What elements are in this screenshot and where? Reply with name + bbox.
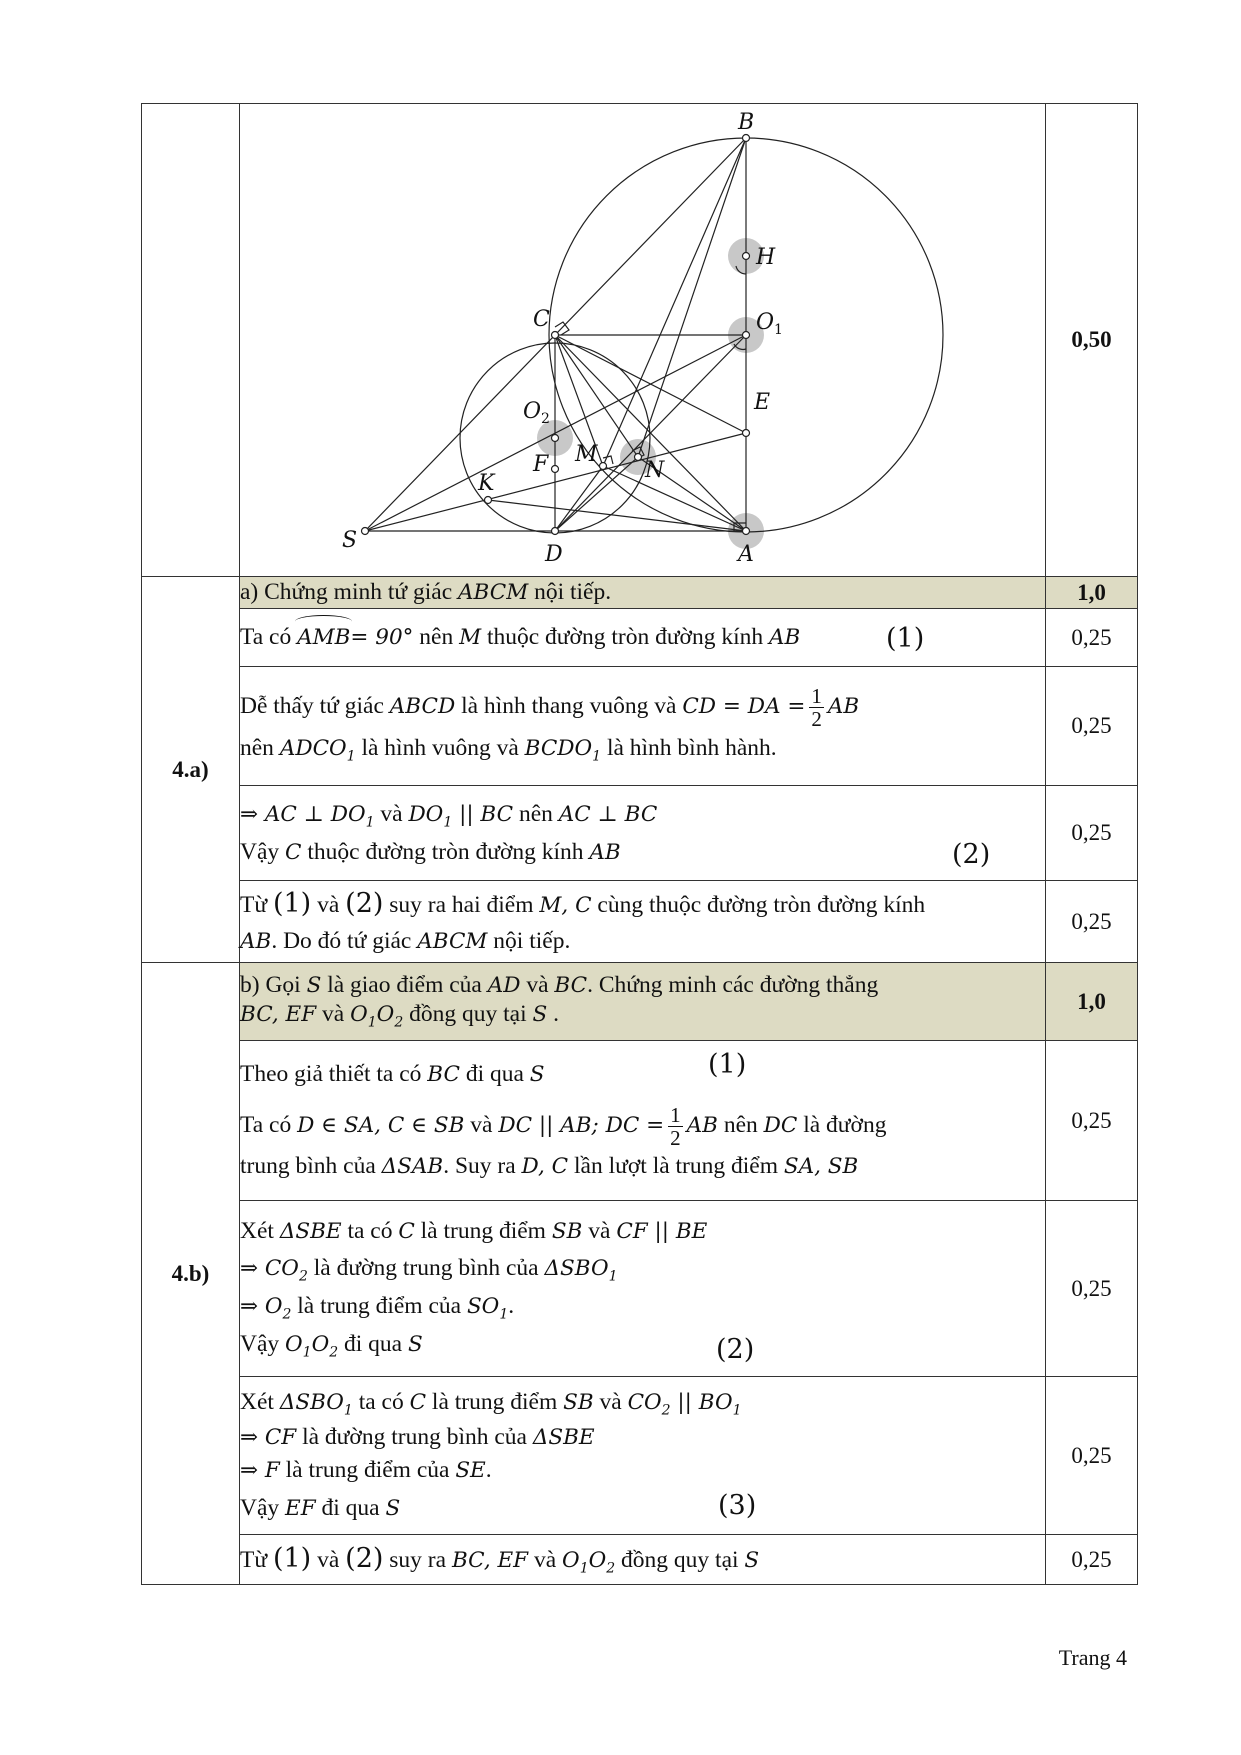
row-label-4a: 4.a) [142,577,240,963]
figure-cell [240,104,1046,577]
geometry-figure [240,104,1046,576]
label-c: C [533,307,550,332]
label-a: A [738,542,754,567]
points: 0,25 [1046,786,1138,881]
points: 0,50 [1046,104,1138,577]
part-a-title: a) Chứng minh tứ giác ABCM nội tiếp. [240,577,1046,609]
part-b-header-row [142,963,1138,1041]
label-d: D [545,542,563,567]
points: 0,25 [1046,1041,1138,1201]
points: 0,25 [1046,1377,1138,1535]
label-m: M [575,442,598,467]
part-b-row-4: Từ (1) và (2) suy ra BC, EF và $O_1O_2$ đồng quy tại S 0,25 [142,1535,1138,1585]
label-e: E [754,390,771,415]
solution-table [141,103,1138,1585]
part-a-row-4: Từ (1) và (2) suy ra hai điểm M, C cùng thuộc đường tròn đường kính AB. Do đó tứ giác ABCM nội tiếp. 0,25 [142,881,1138,963]
part-b-title: b) Gọi S là giao điểm của AD và BC. Chứng minh các đường thẳng BC, EF và $O_1O_2$ đồng quy tại S . [240,963,1046,1041]
points: 1,0 [1046,963,1138,1041]
points: 0,25 [1046,1201,1138,1377]
part-a-row-1: Ta có AMB= 90° nên M thuộc đường tròn đường kính AB (1) 0,25 [142,609,1138,667]
part-b-row-3: Xét $\Delta SBO_1$ ta có C là trung điểm SB và $CO_2$ || $BO_1$ ⇒ CF là đường trung bình của ΔSBE ⇒ F là trung điểm của SE. Vậy EF đi qua S (3) 0,25 [142,1377,1138,1535]
part-a-header-row [142,577,1138,609]
points: 0,25 [1046,667,1138,786]
part-b-row-2: Xét ΔSBE ta có C là trung điểm SB và CF || BE ⇒ $CO_2$ là đường trung bình của $\Delta SBO_1$ ⇒ $O_2$ là trung điểm của $SO_1$. Vậy $O_1O_2$ đi qua S (2) 0,25 [142,1201,1138,1377]
label-o1: $O_1$ [756,310,783,338]
points: 0,25 [1046,881,1138,963]
label-o2: $O_2$ [523,399,550,427]
part-a-row-2: Dễ thấy tứ giác ABCD là hình thang vuông và CD = DA = $\frac{1}{2}$ AB nên $ADCO_1$ là hình vuông và $BCDO_1$ là hình bình hành. 0,25 [142,667,1138,786]
label-h: H [756,245,776,270]
part-a-row-3: ⇒ AC ⊥ $DO_1$ và $DO_1$ || BC nên AC ⊥ BC Vậy C thuộc đường tròn đường kính AB (2) 0,25 [142,786,1138,881]
label-f: F [533,452,549,477]
points: 0,25 [1046,1535,1138,1585]
points: 1,0 [1046,577,1138,609]
label-k: K [478,471,495,496]
figure-row [142,104,1138,577]
points: 0,25 [1046,609,1138,667]
page-number: Trang 4 [1058,1645,1127,1670]
row-label [142,104,240,577]
row-label-4b: 4.b) [142,963,240,1585]
label-s: S [342,528,358,553]
label-b: B [738,110,755,135]
part-b-row-1: Theo giả thiết ta có BC đi qua S Ta có D ∈ SA, C ∈ SB và DC || AB; DC = $\frac{1}{2}$ AB nên DC là đường trung bình của ΔSAB. Suy ra D, C lần lượt là trung điểm SA, SB (1) 0,25 [142,1041,1138,1201]
label-n: N [645,458,665,483]
